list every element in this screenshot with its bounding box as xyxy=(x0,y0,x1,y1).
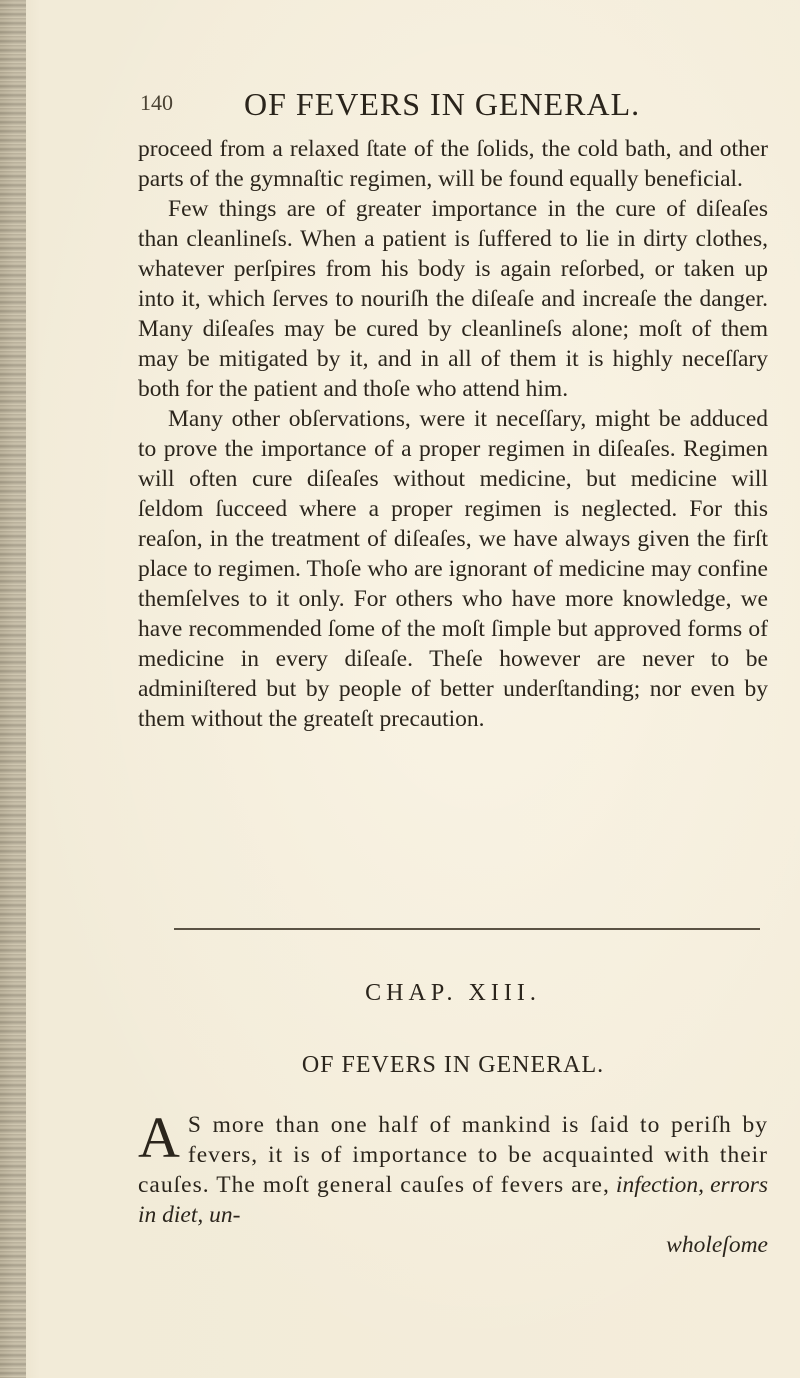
chapter-title: OF FEVERS IN GENERAL. xyxy=(301,1052,605,1078)
page-header xyxy=(120,86,760,126)
chapter-last-line xyxy=(138,1230,768,1260)
paragraph-regimen: Many other obſervations, were it neceſſary, might be adduced to prove the importance of a proper regimen in diſeaſes. Regimen will often cure diſeaſes without medicine, but medicine will ſeldom ſucceed where a proper regimen is neglected. For this reaſon, in the treatment of diſeaſes, we have always given the firſt place to regimen. Thoſe who are ignorant of medicine may confine themſelves to it only. For others who have more knowledge, we have recommended ſome of the moſt ſimple but approved forms of medicine in every diſeaſe. Theſe however are never to be adminiſtered but by people of better underſtanding; nor even by them without the greateſt precaution. xyxy=(138,406,768,732)
page-number: 140 xyxy=(140,90,173,115)
body-text xyxy=(138,134,768,734)
chapter-divider-rule xyxy=(174,928,760,930)
paragraph-continuation: proceed from a relaxed ſtate of the ſolids, the cold bath, and other parts of the gymnaſtic regimen, will be found equally beneficial. xyxy=(138,136,768,192)
chapter-opening-text xyxy=(138,1105,769,1260)
paragraph-cleanliness: Few things are of greater importance in the cure of diſeaſes than cleanlineſs. When a patient is ſuffered to lie in dirty clothes, whatever perſpires from his body is again reſorbed, or taken up into it, which ſerves to nouriſh the diſeaſe and increaſe the danger. Many diſeaſes may be cured by cleanlineſs alone; moſt of them may be mitigated by it, and in all of them it is highly neceſſary both for the patient and thoſe who attend him. xyxy=(138,196,768,402)
chapter-opening: S more than one half of mankind is ſaid to periſh by fevers, it is of importance to be acquainted with their cauſes. The moſt general cauſes of fevers are, xyxy=(138,1112,768,1198)
chapter-italic-causes: infection, errors in diet, un- xyxy=(138,1172,769,1228)
drop-cap: A xyxy=(138,1105,180,1170)
chapter-label: CHAP. XIII. xyxy=(365,980,541,1006)
chapter-italic-last: wholeſome xyxy=(666,1232,768,1258)
running-head: OF FEVERS IN GENERAL. xyxy=(244,86,641,122)
book-gutter xyxy=(0,0,26,1378)
